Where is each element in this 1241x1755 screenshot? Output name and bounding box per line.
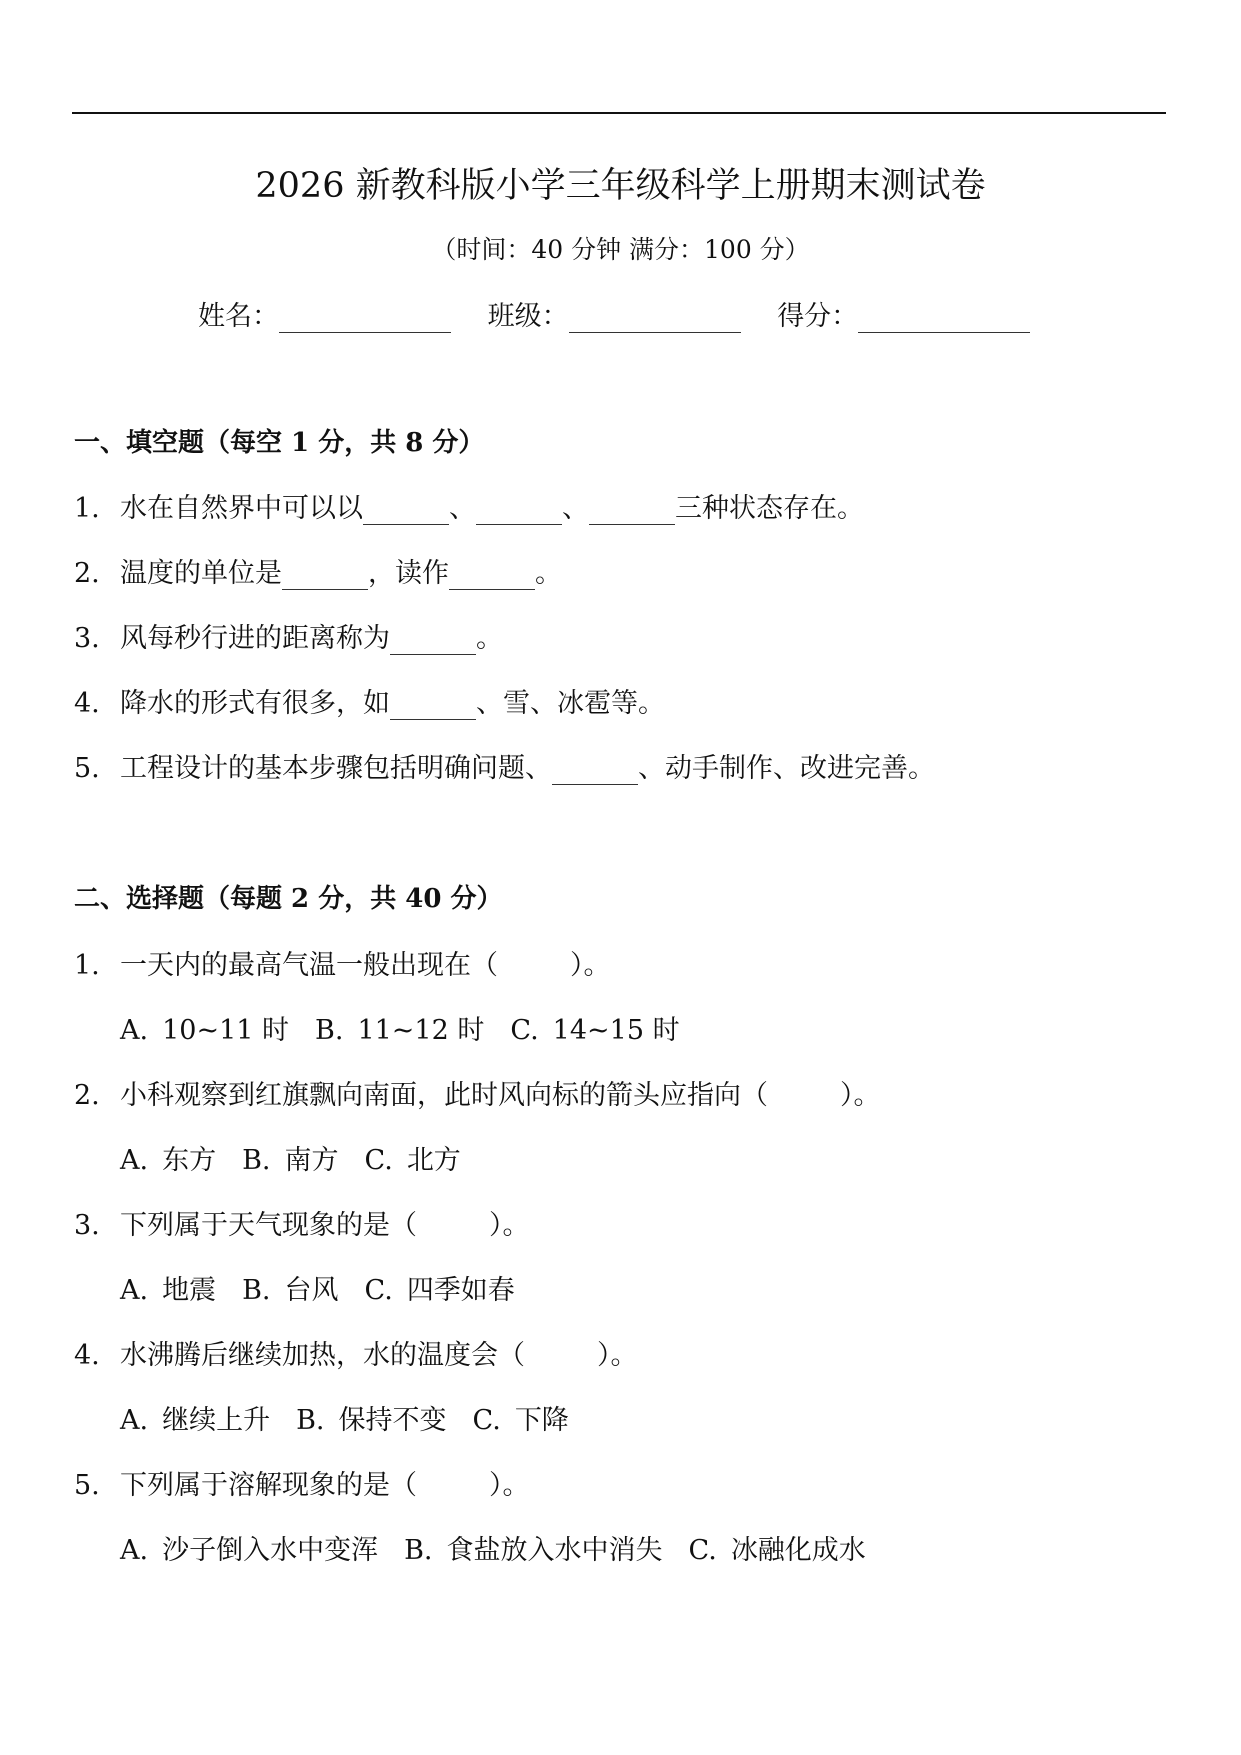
score-blank[interactable] xyxy=(858,302,1030,333)
answer-blank[interactable] xyxy=(390,691,476,720)
choice-options-3 xyxy=(120,1268,515,1307)
option-c[interactable] xyxy=(473,1398,569,1437)
top-rule xyxy=(72,112,1166,114)
option-letter: B. xyxy=(296,1405,325,1436)
question-number: 5. xyxy=(74,1470,100,1501)
option-a[interactable] xyxy=(120,1008,289,1047)
fill-question-3 xyxy=(74,616,503,655)
option-text: 11~12 时 xyxy=(357,1015,485,1046)
option-text: 食盐放入水中消失 xyxy=(446,1535,663,1566)
option-b[interactable] xyxy=(315,1008,484,1047)
option-b[interactable] xyxy=(242,1138,338,1177)
question-number: 2. xyxy=(74,558,100,589)
question-stem: 小科观察到红旗飘向南面，此时风向标的箭头应指向（ xyxy=(120,1080,768,1111)
option-letter: B. xyxy=(404,1535,433,1566)
question-text: 三种状态存在。 xyxy=(675,493,864,524)
fill-question-2 xyxy=(74,551,562,590)
name-blank[interactable] xyxy=(279,302,451,333)
exam-time-score-note: （时间：40 分钟 满分：100 分） xyxy=(431,235,810,264)
option-text: 沙子倒入水中变浑 xyxy=(162,1535,379,1566)
question-text: 。 xyxy=(535,558,562,589)
option-c[interactable] xyxy=(510,1008,679,1047)
option-text: 北方 xyxy=(406,1145,461,1176)
answer-blank[interactable] xyxy=(476,496,562,525)
option-letter: C. xyxy=(364,1145,393,1176)
question-text: 、 xyxy=(449,493,476,524)
question-stem: 水沸腾后继续加热，水的温度会（ xyxy=(120,1340,525,1371)
question-text: 水在自然界中可以以 xyxy=(120,493,363,524)
choice-question-1 xyxy=(74,943,611,982)
option-b[interactable] xyxy=(242,1268,338,1307)
option-letter: A. xyxy=(120,1145,149,1176)
question-stem: 下列属于天气现象的是（ xyxy=(120,1210,417,1241)
answer-blank[interactable] xyxy=(449,561,535,590)
option-a[interactable] xyxy=(120,1138,216,1177)
choice-question-2 xyxy=(74,1073,881,1112)
option-letter: A. xyxy=(120,1275,149,1306)
option-b[interactable] xyxy=(296,1398,446,1437)
question-stem: 下列属于溶解现象的是（ xyxy=(120,1470,417,1501)
name-field xyxy=(198,294,451,333)
question-text: 温度的单位是 xyxy=(120,558,282,589)
question-number: 1. xyxy=(74,493,100,524)
option-letter: A. xyxy=(120,1015,149,1046)
answer-blank[interactable] xyxy=(363,496,449,525)
option-letter: B. xyxy=(242,1275,271,1306)
option-a[interactable] xyxy=(120,1268,216,1307)
page-title: 2026 新教科版小学三年级科学上册期末测试卷 xyxy=(255,166,986,206)
option-text: 10~11 时 xyxy=(162,1015,290,1046)
question-number: 5. xyxy=(74,753,100,784)
question-number: 4. xyxy=(74,1340,100,1371)
class-label: 班级： xyxy=(487,301,569,332)
option-letter: C. xyxy=(688,1535,717,1566)
question-text: 工程设计的基本步骤包括明确问题、 xyxy=(120,753,552,784)
choice-options-4 xyxy=(120,1398,569,1437)
question-text: 降水的形式有很多，如 xyxy=(120,688,390,719)
answer-blank[interactable] xyxy=(589,496,675,525)
answer-blank[interactable] xyxy=(282,561,368,590)
question-stem-end: ）。 xyxy=(840,1080,881,1111)
option-b[interactable] xyxy=(404,1528,662,1567)
fill-question-5 xyxy=(74,746,935,785)
question-text: 、雪、冰雹等。 xyxy=(476,688,665,719)
section-fill-blank-heading: 一、填空题（每空 1 分，共 8 分） xyxy=(74,428,485,458)
answer-blank[interactable] xyxy=(552,756,638,785)
option-text: 14~15 时 xyxy=(552,1015,680,1046)
fill-question-4 xyxy=(74,681,665,720)
option-a[interactable] xyxy=(120,1528,378,1567)
question-number: 3. xyxy=(74,623,100,654)
score-field xyxy=(777,294,1030,333)
question-number: 2. xyxy=(74,1080,100,1111)
score-label: 得分： xyxy=(777,301,859,332)
option-text: 四季如春 xyxy=(406,1275,515,1306)
choice-options-5 xyxy=(120,1528,866,1567)
option-letter: C. xyxy=(364,1275,393,1306)
option-c[interactable] xyxy=(689,1528,866,1567)
option-letter: A. xyxy=(120,1405,149,1436)
option-text: 继续上升 xyxy=(162,1405,271,1436)
question-text: 、动手制作、改进完善。 xyxy=(638,753,935,784)
option-letter: B. xyxy=(242,1145,271,1176)
question-number: 3. xyxy=(74,1210,100,1241)
section-choice-heading: 二、选择题（每题 2 分，共 40 分） xyxy=(74,884,503,914)
option-c[interactable] xyxy=(365,1138,461,1177)
option-text: 保持不变 xyxy=(338,1405,447,1436)
choice-question-3 xyxy=(74,1203,530,1242)
option-letter: A. xyxy=(120,1535,149,1566)
option-text: 东方 xyxy=(162,1145,217,1176)
student-info-row xyxy=(198,294,1030,333)
option-c[interactable] xyxy=(365,1268,515,1307)
choice-options-2 xyxy=(120,1138,461,1177)
question-stem-end: ）。 xyxy=(570,950,611,981)
option-text: 台风 xyxy=(284,1275,339,1306)
question-stem-end: ）。 xyxy=(489,1470,530,1501)
question-stem-end: ）。 xyxy=(597,1340,638,1371)
choice-question-5 xyxy=(74,1463,530,1502)
question-text: ，读作 xyxy=(368,558,449,589)
question-text: 风每秒行进的距离称为 xyxy=(120,623,390,654)
option-letter: C. xyxy=(510,1015,539,1046)
fill-question-1 xyxy=(74,486,864,525)
question-text: 、 xyxy=(562,493,589,524)
option-a[interactable] xyxy=(120,1398,270,1437)
choice-question-4 xyxy=(74,1333,638,1372)
class-blank[interactable] xyxy=(569,302,741,333)
question-number: 1. xyxy=(74,950,100,981)
option-letter: C. xyxy=(472,1405,501,1436)
option-text: 下降 xyxy=(514,1405,569,1436)
option-letter: B. xyxy=(315,1015,344,1046)
option-text: 南方 xyxy=(284,1145,339,1176)
question-stem-end: ）。 xyxy=(489,1210,530,1241)
option-text: 地震 xyxy=(162,1275,217,1306)
answer-blank[interactable] xyxy=(390,626,476,655)
choice-options-1 xyxy=(120,1008,680,1047)
question-number: 4. xyxy=(74,688,100,719)
name-label: 姓名： xyxy=(198,301,279,332)
option-text: 冰融化成水 xyxy=(730,1535,866,1566)
question-text: 。 xyxy=(476,623,503,654)
question-stem: 一天内的最高气温一般出现在（ xyxy=(120,950,498,981)
class-field xyxy=(488,294,741,333)
